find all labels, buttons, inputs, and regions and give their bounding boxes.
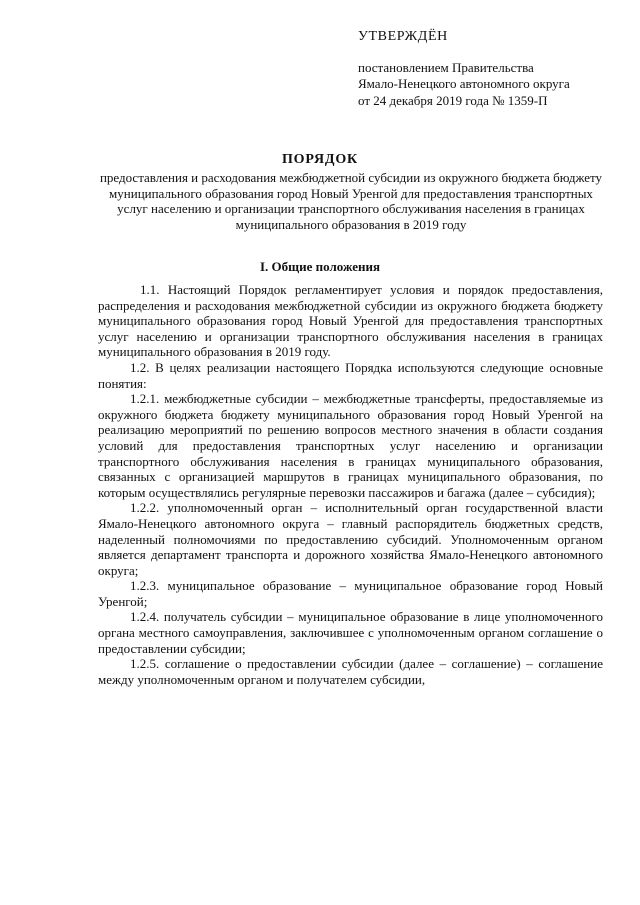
paragraph: 1.2.2. уполномоченный орган – исполнительный орган государственной власти Ямало-Ненецкого автономного округа – главный распорядитель бюджетных средств, наделенный полномочиями по предоставлению субсидий. Уполномоченным органом является департамент транспорта и дорожного хозяйства Ямало-Ненецкого автономного округа; [98, 500, 603, 578]
approval-block [358, 29, 628, 109]
paragraph: 1.2. В целях реализации настоящего Порядка используются следующие основные понятия: [98, 359, 603, 391]
document-subtitle: предоставления и расходования межбюджетной субсидии из окружного бюджета бюджету муниципального образования город Новый Уренгой для предоставления транспортных услуг населению и организации транспортного обслуживания населения в границах муниципального образования в 2019 году [99, 170, 603, 232]
document-body [98, 282, 603, 687]
approval-stamp: УТВЕРЖДЁН [358, 29, 448, 44]
document-title: ПОРЯДОК [281, 152, 359, 167]
paragraph: 1.2.1. межбюджетные субсидии – межбюджетные трансферты, предоставляемые из окружного бюджета бюджету муниципального образования город Новый Уренгой на реализацию мероприятий по решению вопросов местного значения в области создания условий для предоставления транспортных услуг населению и организации транспортного обслуживания населения в границах муниципального образования, связанных с организацией маршрутов в границах муниципального образования, по которым осуществлялись регулярные перевозки пассажиров и багажа (далее – субсидия); [98, 391, 603, 500]
paragraph: 1.2.4. получатель субсидии – муниципальное образование в лице уполномоченного органа местного самоуправления, заключившее с уполномоченным органом соглашение о предоставлении субсидии; [98, 609, 603, 656]
approval-line: постановлением Правительства [358, 59, 534, 75]
section-heading: I. Общие положения [260, 259, 380, 274]
approval-line: Ямало-Ненецкого автономного округа [358, 76, 570, 91]
approval-line: от 24 декабря 2019 года № 1359-П [358, 92, 548, 108]
paragraph: 1.2.3. муниципальное образование – муниципальное образование город Новый Уренгой; [98, 578, 603, 609]
paragraph: 1.2.5. соглашение о предоставлении субсидии (далее – соглашение) – соглашение между уполномоченным органом и получателем субсидии, [98, 656, 603, 687]
paragraph: 1.1. Настоящий Порядок регламентирует условия и порядок предоставления, распределения и расходования межбюджетной субсидии из окружного бюджета бюджету муниципального образования город Новый Уренгой для предоставления транспортных услуг населению и организации транспортного обслуживания населения в границах муниципального образования в 2019 году. [98, 282, 603, 360]
